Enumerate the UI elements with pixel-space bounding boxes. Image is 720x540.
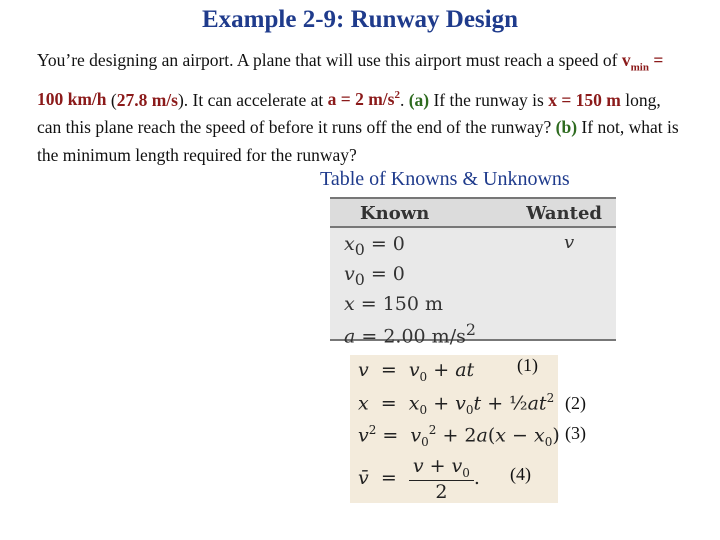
known-row: $x_0 = 0$ [344, 233, 405, 259]
part-b-label: (b) [555, 117, 578, 138]
vmin-symbol: $v_{min} = 100$ km/h [37, 50, 664, 110]
runway-length: x = 150 m [548, 89, 621, 110]
table-header [330, 199, 616, 228]
known-column [344, 232, 544, 349]
header-wanted: Wanted [526, 203, 602, 224]
equation-2: $x = x_0 + v_0t$ + $\frac{1}{2}at^2$ [358, 391, 555, 418]
known-row: x = 150 m [344, 292, 444, 315]
known-row: a = 2.00 $m/s^2$ [344, 319, 476, 347]
equation-2-number: (2) [565, 393, 586, 413]
equation-1: $v = v_0$ + at [358, 359, 475, 384]
vmin-ms: 27.8 m/s [116, 89, 178, 110]
equation-1-number: (1) [517, 355, 538, 375]
problem-text-1: You’re designing an airport. A plane that will use this airport must reach a speed of [37, 50, 622, 70]
equation-4: v̄ = $\frac{v + v_0}{2}$ . [358, 455, 480, 503]
slide-title: Example 2-9: Runway Design [202, 6, 518, 33]
acceleration-value: a = 2 $m/s^2$ [327, 89, 400, 110]
equation-3: $v^2 = v_0^2 + 2a(x - x_0)$ [358, 423, 560, 450]
table-caption: Table of Knowns & Unknowns [320, 168, 570, 190]
known-row: $v_0 = 0$ [344, 262, 405, 289]
part-a-label: (a) [408, 89, 430, 110]
equation-3-number: (3) [565, 423, 586, 443]
equation-4-number: (4) [510, 464, 531, 484]
knowns-table [330, 197, 616, 347]
header-known: Known [360, 203, 430, 224]
problem-statement: You’re designing an airport. A plane that will use this airport must reach a speed of $v_{min} = 100$ km/h (27.8 m/s). It can accelerate at a = 2 $m/s^2$. (a) If the runway is x = 150 m long, can this plane reach the speed of before it runs off the end of the runway? (b) If not, what is the minimum length required for the runway? [37, 50, 679, 166]
wanted-column: v [564, 232, 575, 253]
